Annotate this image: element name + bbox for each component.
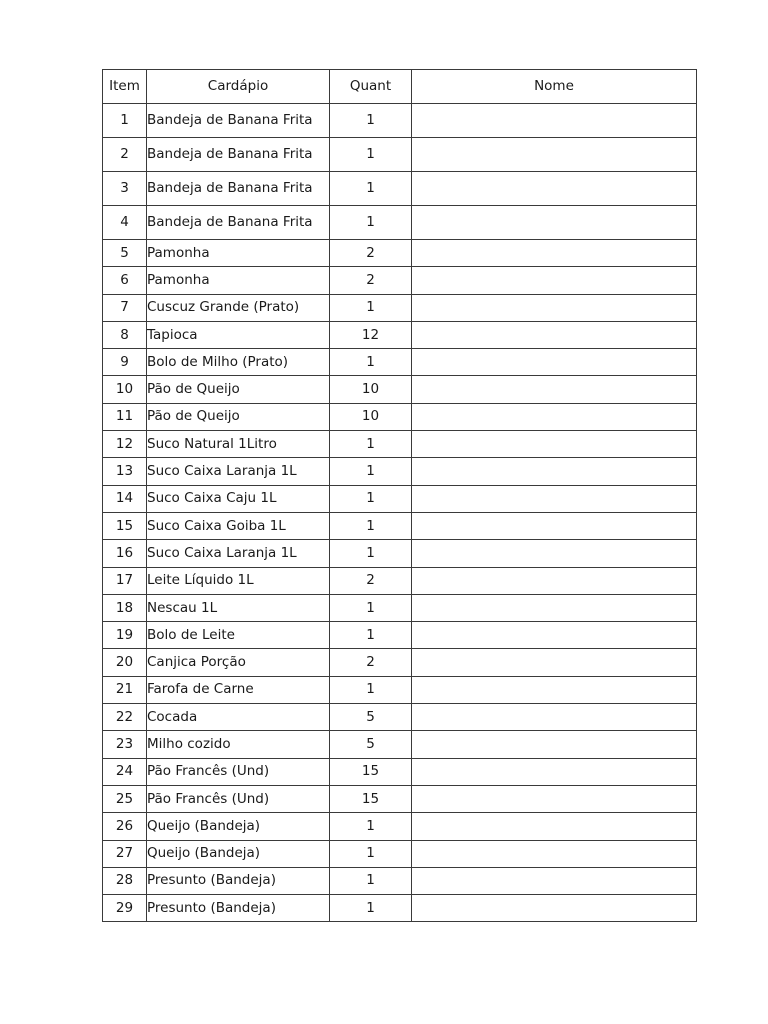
table-body xyxy=(103,104,697,922)
table-row xyxy=(103,594,697,621)
table-row xyxy=(103,206,697,240)
quantity-cell: 1 xyxy=(330,813,412,840)
item-cell: 7 xyxy=(103,294,147,321)
table-row xyxy=(103,172,697,206)
table-row xyxy=(103,895,697,922)
table-row xyxy=(103,840,697,867)
table-row xyxy=(103,704,697,731)
menu-cell: Bandeja de Banana Frita xyxy=(147,104,330,138)
menu-cell: Suco Natural 1Litro xyxy=(147,431,330,458)
quantity-cell: 1 xyxy=(330,458,412,485)
menu-cell: Pão Francês (Und) xyxy=(147,785,330,812)
name-cell xyxy=(412,376,697,403)
item-cell: 6 xyxy=(103,267,147,294)
name-cell xyxy=(412,649,697,676)
item-cell: 11 xyxy=(103,403,147,430)
quantity-cell: 1 xyxy=(330,622,412,649)
item-cell: 28 xyxy=(103,867,147,894)
table-row xyxy=(103,676,697,703)
name-cell xyxy=(412,540,697,567)
quantity-cell: 2 xyxy=(330,240,412,267)
menu-cell: Canjica Porção xyxy=(147,649,330,676)
name-cell xyxy=(412,267,697,294)
table-row xyxy=(103,649,697,676)
name-cell xyxy=(412,704,697,731)
menu-cell: Presunto (Bandeja) xyxy=(147,895,330,922)
quantity-cell: 1 xyxy=(330,840,412,867)
header-row xyxy=(103,70,697,104)
quantity-cell: 10 xyxy=(330,403,412,430)
item-cell: 27 xyxy=(103,840,147,867)
name-cell xyxy=(412,813,697,840)
table-row xyxy=(103,294,697,321)
name-cell xyxy=(412,240,697,267)
menu-cell: Farofa de Carne xyxy=(147,676,330,703)
name-cell xyxy=(412,895,697,922)
menu-cell: Presunto (Bandeja) xyxy=(147,867,330,894)
menu-cell: Tapioca xyxy=(147,321,330,348)
table-row xyxy=(103,240,697,267)
table-row xyxy=(103,758,697,785)
menu-cell: Suco Caixa Caju 1L xyxy=(147,485,330,512)
name-cell xyxy=(412,294,697,321)
name-cell xyxy=(412,138,697,172)
table-row xyxy=(103,731,697,758)
quantity-cell: 5 xyxy=(330,731,412,758)
item-cell: 5 xyxy=(103,240,147,267)
header-quantity: Quant xyxy=(330,70,412,104)
quantity-cell: 1 xyxy=(330,431,412,458)
quantity-cell: 2 xyxy=(330,649,412,676)
menu-cell: Cuscuz Grande (Prato) xyxy=(147,294,330,321)
table-row xyxy=(103,813,697,840)
table-row xyxy=(103,867,697,894)
name-cell xyxy=(412,206,697,240)
table-row xyxy=(103,567,697,594)
quantity-cell: 1 xyxy=(330,540,412,567)
menu-cell: Bolo de Milho (Prato) xyxy=(147,349,330,376)
menu-cell: Pão de Queijo xyxy=(147,403,330,430)
item-cell: 14 xyxy=(103,485,147,512)
name-cell xyxy=(412,512,697,539)
name-cell xyxy=(412,458,697,485)
table-row xyxy=(103,138,697,172)
item-cell: 25 xyxy=(103,785,147,812)
menu-cell: Cocada xyxy=(147,704,330,731)
quantity-cell: 15 xyxy=(330,758,412,785)
table-row xyxy=(103,512,697,539)
menu-cell: Pamonha xyxy=(147,267,330,294)
menu-cell: Suco Caixa Laranja 1L xyxy=(147,540,330,567)
header-item: Item xyxy=(103,70,147,104)
table-row xyxy=(103,622,697,649)
item-cell: 22 xyxy=(103,704,147,731)
header-menu: Cardápio xyxy=(147,70,330,104)
item-cell: 24 xyxy=(103,758,147,785)
menu-cell: Nescau 1L xyxy=(147,594,330,621)
menu-cell: Pamonha xyxy=(147,240,330,267)
item-cell: 21 xyxy=(103,676,147,703)
quantity-cell: 12 xyxy=(330,321,412,348)
name-cell xyxy=(412,172,697,206)
menu-cell: Suco Caixa Goiba 1L xyxy=(147,512,330,539)
name-cell xyxy=(412,867,697,894)
quantity-cell: 10 xyxy=(330,376,412,403)
menu-cell: Suco Caixa Laranja 1L xyxy=(147,458,330,485)
table-row xyxy=(103,321,697,348)
item-cell: 20 xyxy=(103,649,147,676)
menu-cell: Leite Líquido 1L xyxy=(147,567,330,594)
quantity-cell: 2 xyxy=(330,567,412,594)
table-row xyxy=(103,376,697,403)
item-cell: 9 xyxy=(103,349,147,376)
quantity-cell: 1 xyxy=(330,172,412,206)
item-cell: 15 xyxy=(103,512,147,539)
menu-cell: Queijo (Bandeja) xyxy=(147,840,330,867)
quantity-cell: 1 xyxy=(330,512,412,539)
quantity-cell: 1 xyxy=(330,349,412,376)
item-cell: 29 xyxy=(103,895,147,922)
item-cell: 2 xyxy=(103,138,147,172)
quantity-cell: 1 xyxy=(330,206,412,240)
name-cell xyxy=(412,594,697,621)
menu-cell: Pão de Queijo xyxy=(147,376,330,403)
quantity-cell: 2 xyxy=(330,267,412,294)
table-row xyxy=(103,403,697,430)
name-cell xyxy=(412,567,697,594)
quantity-cell: 15 xyxy=(330,785,412,812)
menu-table xyxy=(102,69,697,922)
item-cell: 19 xyxy=(103,622,147,649)
item-cell: 16 xyxy=(103,540,147,567)
quantity-cell: 1 xyxy=(330,594,412,621)
item-cell: 4 xyxy=(103,206,147,240)
table-row xyxy=(103,485,697,512)
name-cell xyxy=(412,731,697,758)
menu-cell: Milho cozido xyxy=(147,731,330,758)
name-cell xyxy=(412,104,697,138)
menu-cell: Queijo (Bandeja) xyxy=(147,813,330,840)
table-row xyxy=(103,458,697,485)
table-row xyxy=(103,785,697,812)
item-cell: 26 xyxy=(103,813,147,840)
quantity-cell: 1 xyxy=(330,485,412,512)
quantity-cell: 1 xyxy=(330,104,412,138)
table-row xyxy=(103,267,697,294)
name-cell xyxy=(412,403,697,430)
item-cell: 8 xyxy=(103,321,147,348)
name-cell xyxy=(412,349,697,376)
name-cell xyxy=(412,758,697,785)
item-cell: 18 xyxy=(103,594,147,621)
item-cell: 1 xyxy=(103,104,147,138)
quantity-cell: 5 xyxy=(330,704,412,731)
table-row xyxy=(103,431,697,458)
item-cell: 12 xyxy=(103,431,147,458)
quantity-cell: 1 xyxy=(330,895,412,922)
item-cell: 17 xyxy=(103,567,147,594)
menu-cell: Bandeja de Banana Frita xyxy=(147,206,330,240)
name-cell xyxy=(412,785,697,812)
menu-cell: Bandeja de Banana Frita xyxy=(147,172,330,206)
name-cell xyxy=(412,431,697,458)
item-cell: 3 xyxy=(103,172,147,206)
name-cell xyxy=(412,622,697,649)
table-header xyxy=(103,70,697,104)
table-row xyxy=(103,349,697,376)
name-cell xyxy=(412,840,697,867)
name-cell xyxy=(412,485,697,512)
quantity-cell: 1 xyxy=(330,294,412,321)
name-cell xyxy=(412,321,697,348)
menu-cell: Bolo de Leite xyxy=(147,622,330,649)
header-name: Nome xyxy=(412,70,697,104)
item-cell: 13 xyxy=(103,458,147,485)
item-cell: 10 xyxy=(103,376,147,403)
quantity-cell: 1 xyxy=(330,138,412,172)
name-cell xyxy=(412,676,697,703)
quantity-cell: 1 xyxy=(330,867,412,894)
menu-cell: Pão Francês (Und) xyxy=(147,758,330,785)
table-row xyxy=(103,104,697,138)
item-cell: 23 xyxy=(103,731,147,758)
menu-cell: Bandeja de Banana Frita xyxy=(147,138,330,172)
quantity-cell: 1 xyxy=(330,676,412,703)
table-row xyxy=(103,540,697,567)
